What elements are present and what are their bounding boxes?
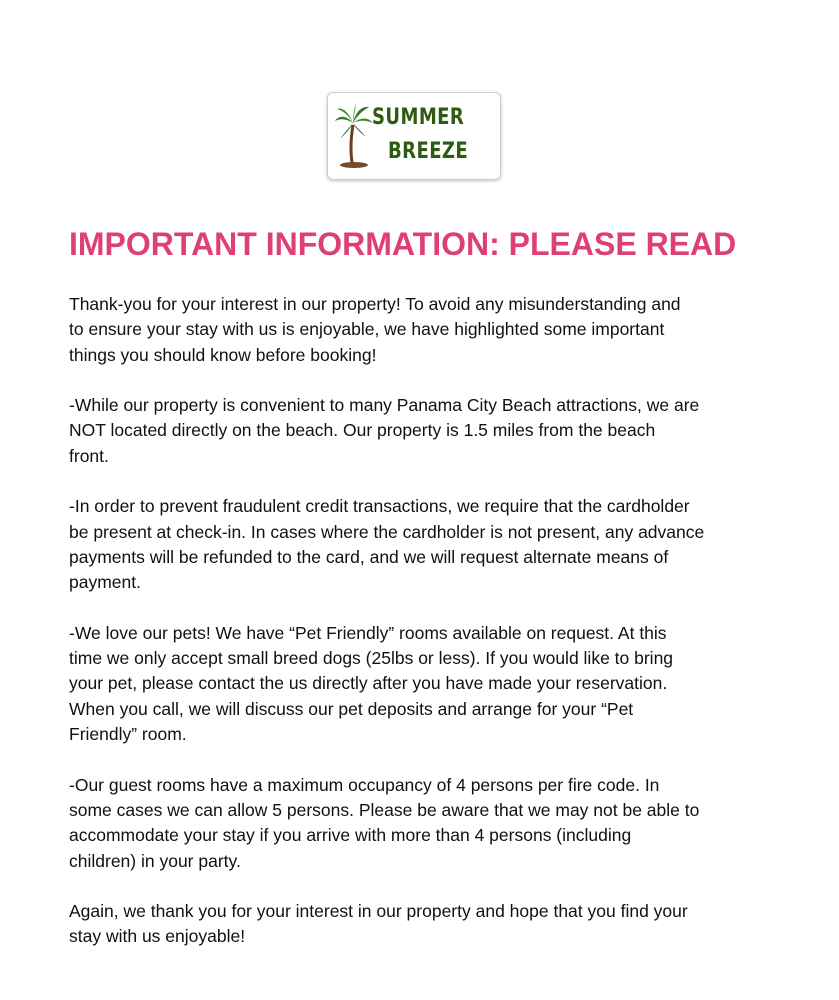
page-title: IMPORTANT INFORMATION: PLEASE READ: [69, 226, 737, 262]
palm-tree-icon: [334, 101, 374, 173]
location-paragraph: -While our property is convenient to many Panama City Beach attractions, we are NOT located directly on the beach. Our property is 1.5 miles from the beach front.: [69, 395, 700, 466]
information-body: [69, 292, 769, 975]
logo-text-breeze: BREEZE: [388, 139, 469, 164]
closing-paragraph: Again, we thank you for your interest in our property and hope that you find your stay with us enjoyable!: [69, 901, 688, 947]
cardholder-paragraph: -In order to prevent fraudulent credit transactions, we require that the cardholder be present at check-in. In cases where the cardholder is not present, any advance payments will be refunded to the card, and we will request alternate means of payment.: [69, 496, 705, 593]
logo-text-summer: SUMMER: [372, 105, 465, 130]
pets-paragraph: -We love our pets! We have “Pet Friendly” rooms available on request. At this time we only accept small breed dogs (25lbs or less). If you would like to bring your pet, please contact the us directly after you have made your reservation. When you call, we will discuss our pet deposits and arrange for your “Pet Friendly” room.: [69, 622, 674, 745]
summer-breeze-logo: [327, 92, 501, 180]
occupancy-paragraph: -Our guest rooms have a maximum occupancy of 4 persons per fire code. In some cases we can allow 5 persons. Please be aware that we may not be able to accommodate your stay if you arrive with more than 4 persons (including children) in your party.: [69, 774, 700, 871]
intro-paragraph: Thank-you for your interest in our property! To avoid any misunderstanding and to ensure your stay with us is enjoyable, we have highlighted some important things you should know before booking!: [69, 294, 681, 365]
